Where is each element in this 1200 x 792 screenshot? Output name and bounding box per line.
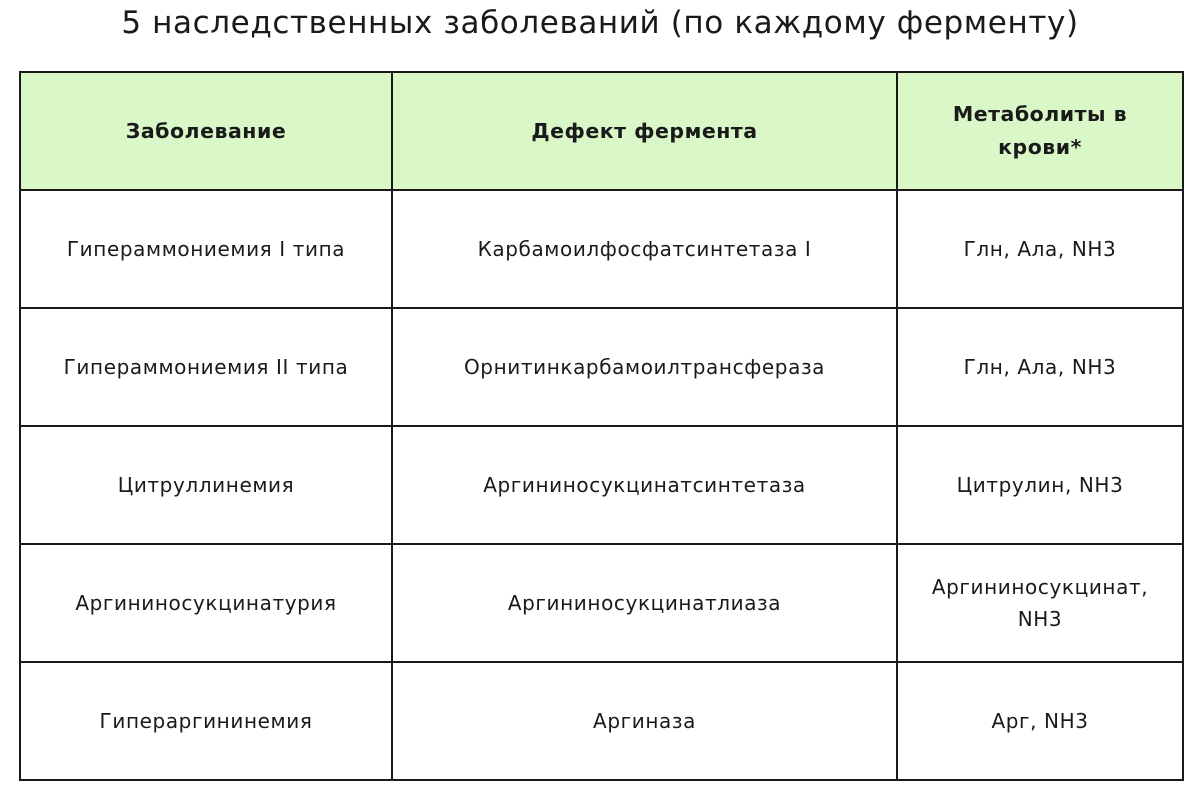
cell-blood-metabolites: Глн, Ала, NH3 <box>897 308 1183 426</box>
cell-enzyme-defect: Карбамоилфосфатсинтетаза I <box>392 190 897 308</box>
cell-blood-metabolites: Глн, Ала, NH3 <box>897 190 1183 308</box>
table-row <box>20 190 1183 308</box>
table-row <box>20 662 1183 780</box>
cell-enzyme-defect: Аргиназа <box>392 662 897 780</box>
page-title: 5 наследственных заболеваний (по каждому ферменту) <box>121 5 1079 41</box>
cell-disease: Гипераргининемия <box>20 662 392 780</box>
header-blood-metabolites: Метаболиты в крови* <box>897 72 1183 190</box>
table-row <box>20 544 1183 662</box>
cell-blood-metabolites: Аргининосукцинат, NH3 <box>897 544 1183 662</box>
cell-enzyme-defect: Орнитинкарбамоилтрансфераза <box>392 308 897 426</box>
cell-enzyme-defect: Аргининосукцинатлиаза <box>392 544 897 662</box>
header-disease: Заболевание <box>20 72 392 190</box>
disease-table <box>19 71 1184 781</box>
cell-disease: Аргининосукцинатурия <box>20 544 392 662</box>
cell-blood-metabolites: Арг, NH3 <box>897 662 1183 780</box>
cell-disease: Гипераммониемия II типа <box>20 308 392 426</box>
table-row <box>20 426 1183 544</box>
table-header-row <box>20 72 1183 190</box>
cell-enzyme-defect: Аргининосукцинатсинтетаза <box>392 426 897 544</box>
cell-disease: Цитруллинемия <box>20 426 392 544</box>
table-row <box>20 308 1183 426</box>
cell-blood-metabolites: Цитрулин, NH3 <box>897 426 1183 544</box>
cell-disease: Гипераммониемия I типа <box>20 190 392 308</box>
header-enzyme-defect: Дефект фермента <box>392 72 897 190</box>
